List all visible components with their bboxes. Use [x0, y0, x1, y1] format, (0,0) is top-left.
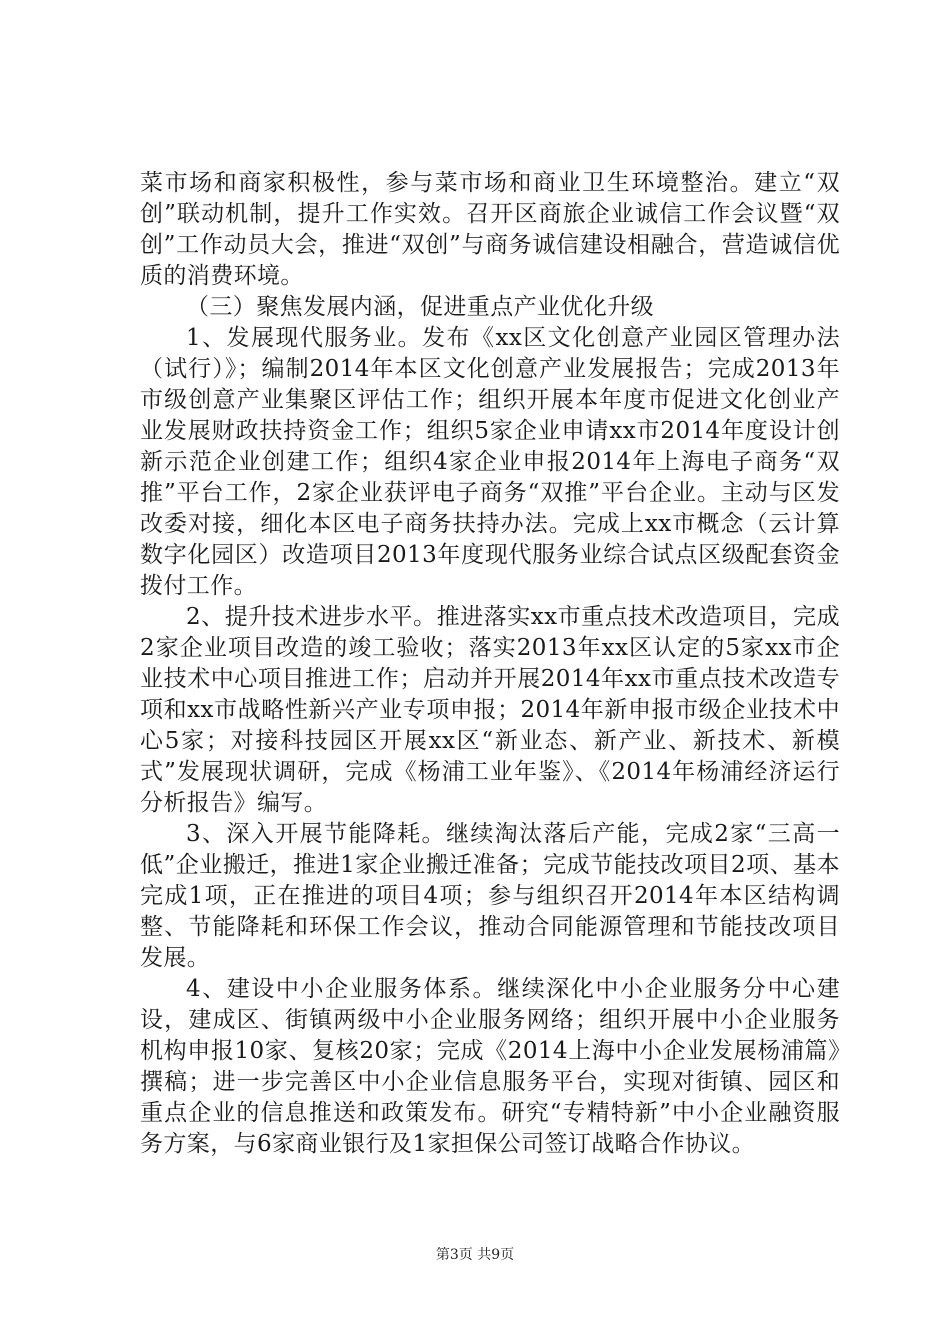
paragraph-tech-progress: 2、提升技术进步水平。推进落实xx市重点技术改造项目，完成2家企业项目改造的竣工验收；落实2013年xx区认定的5家xx市企业技术中心项目推进工作；启动并开展2014年xx市重点技术改造专项和xx市战略性新兴产业专项申报；2014年新申报市级企业技术中心5家；对接科技园区开展xx区“新业态、新产业、新技术、新模式”发展现状调研，完成《杨浦工业年鉴》、《2014年杨浦经济运行分析报告》编写。 — [140, 604, 840, 816]
page-number-footer: 第3页 共9页 — [435, 1247, 515, 1263]
section-heading: （三）聚焦发展内涵，促进重点产业优化升级 — [186, 294, 654, 320]
paragraph-sme-services: 4、建设中小企业服务体系。继续深化中小企业服务分中心建设，建成区、街镇两级中小企业服务网络；组织开展中小企业服务机构申报10家、复核20家；完成《2014上海中小企业发展杨浦篇》撰稿；进一步完善区中小企业信息服务平台，实现对街镇、园区和重点企业的信息推送和政策发布。研究“专精特新”中小企业融资服务方案，与6家商业银行及1家担保公司签订战略合作协议。 — [140, 976, 840, 1157]
document-body — [140, 168, 840, 1160]
paragraph-continuation: 菜市场和商家积极性，参与菜市场和商业卫生环境整治。建立“双创”联动机制，提升工作实效。召开区商旅企业诚信工作会议暨“双创”工作动员大会，推进“双创”与商务诚信建设相融合，营造诚信优质的消费环境。 — [140, 170, 840, 289]
paragraph-modern-services: 1、发展现代服务业。发布《xx区文化创意产业园区管理办法（试行）》；编制2014年本区文化创意产业发展报告；完成2013年市级创意产业集聚区评估工作；组织开展本年度市促进文化创业产业发展财政扶持资金工作；组织5家企业申请xx市2014年度设计创新示范企业创建工作；组织4家企业申报2014年上海电子商务“双推”平台工作，2家企业获评电子商务“双推”平台企业。主动与区发改委对接，细化本区电子商务扶持办法。完成上xx市概念（云计算数字化园区）改造项目2013年度现代服务业综合试点区级配套资金拨付工作。 — [140, 325, 840, 599]
paragraph-energy-saving: 3、深入开展节能降耗。继续淘汰落后产能，完成2家“三高一低”企业搬迁，推进1家企业搬迁准备；完成节能技改项目2项、基本完成1项，正在推进的项目4项；参与组织召开2014年本区结构调整、节能降耗和环保工作会议，推动合同能源管理和节能技改项目发展。 — [140, 821, 840, 971]
